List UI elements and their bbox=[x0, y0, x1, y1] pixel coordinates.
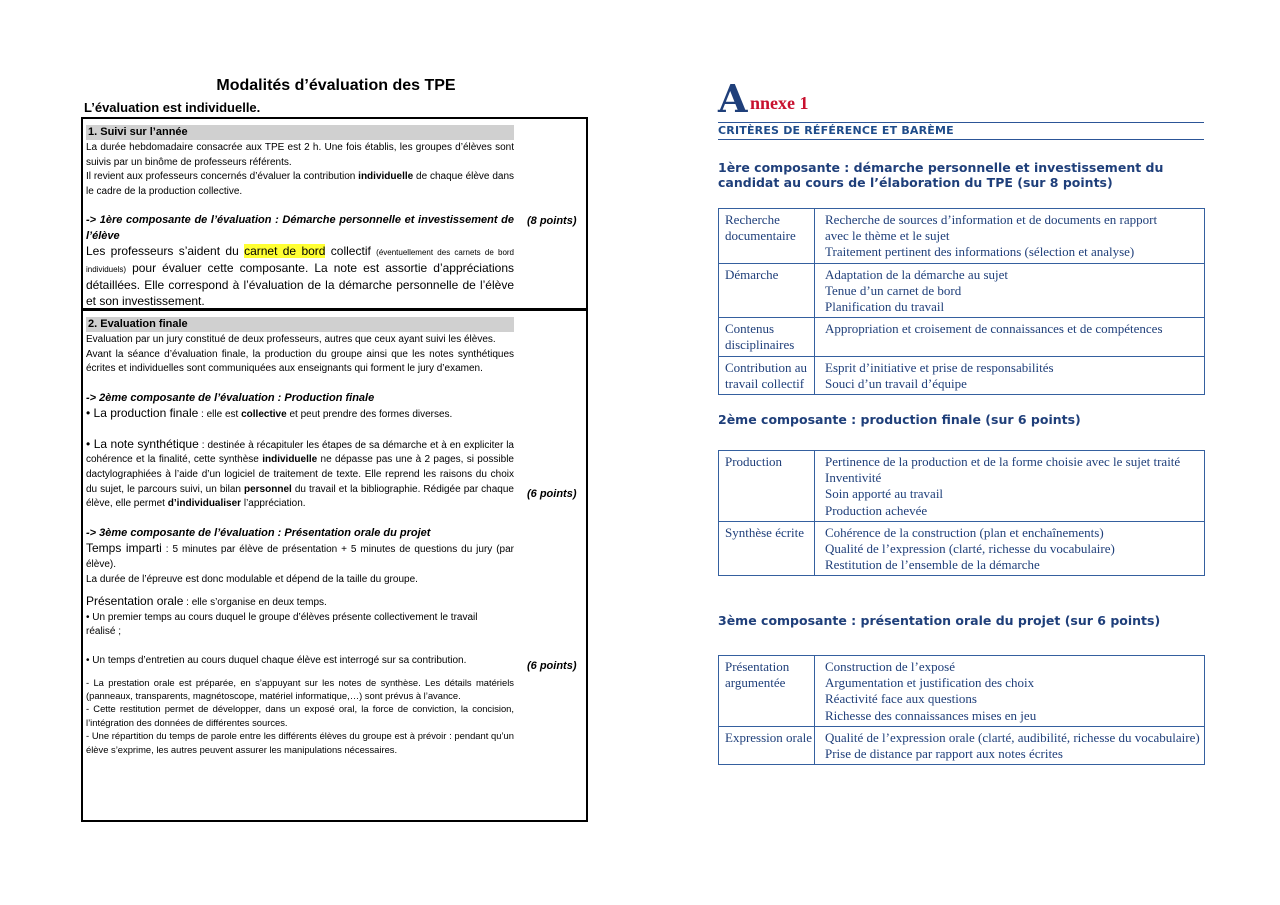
paragraph: Les professeurs s’aident du carnet de bord collectif (éventuellement des carnets de bord individuels) pour évaluer cette composante. La note est assortie d’appréciations détaillées. Elle correspond à l’évaluation de la démarche personnelle de l’élève et son investissement. bbox=[86, 244, 515, 308]
criteria-item: Souci d’un travail d’équipe bbox=[825, 375, 967, 391]
paragraph: Présentation orale : elle s’organise en deux temps. bbox=[86, 594, 327, 609]
criteria-category: Production bbox=[719, 451, 815, 521]
component-2-title: 2ème composante : production finale (sur 6 points) bbox=[718, 412, 1081, 427]
criteria-items bbox=[815, 357, 1204, 394]
criteria-item: Argumentation et justification des choix bbox=[825, 675, 1035, 691]
criteria-row bbox=[719, 451, 1204, 521]
criteria-item: Prise de distance par rapport aux notes écrites bbox=[825, 746, 1063, 762]
criteria-item: Qualité de l’expression (clarté, richesse du vocabulaire) bbox=[825, 541, 1115, 557]
paragraph: • La production finale : elle est collective et peut prendre des formes diverses. bbox=[86, 406, 453, 421]
section-suivi-annee bbox=[81, 117, 588, 310]
paragraph: La durée hebdomadaire consacrée aux TPE est 2 h. Une fois établis, les groupes d’élèves sont suivis par un binôme de professeurs référents. bbox=[86, 142, 514, 168]
criteria-row bbox=[719, 317, 1204, 355]
paragraph: Temps imparti : 5 minutes par élève de présentation + 5 minutes de questions du jury (par élève). bbox=[86, 541, 515, 570]
criteria-row bbox=[719, 521, 1204, 576]
criteria-item: Restitution de l’ensemble de la démarche bbox=[825, 557, 1040, 573]
criteria-table-1 bbox=[718, 208, 1205, 395]
criteria-category: Recherche documentaire bbox=[719, 209, 815, 263]
left-document-subtitle: L’évaluation est individuelle. bbox=[84, 100, 261, 115]
criteria-item: Pertinence de la production et de la forme choisie avec le sujet traité bbox=[825, 454, 1181, 469]
criteria-items bbox=[815, 522, 1204, 576]
criteria-items bbox=[815, 209, 1204, 263]
criteria-item: Cohérence de la construction (plan et enchaînements) bbox=[825, 524, 1104, 540]
criteria-items bbox=[815, 451, 1204, 521]
criteria-item: Réactivité face aux questions bbox=[825, 691, 977, 707]
criteria-row bbox=[719, 656, 1204, 726]
criteria-category: Démarche bbox=[719, 264, 815, 318]
criteria-heading: CRITÈRES DE RÉFÉRENCE ET BARÈME bbox=[718, 124, 954, 137]
paragraph: Avant la séance d’évaluation finale, la production du groupe ainsi que les notes synthétiques écrites et individuelles sont communiquées aux enseignants qui forment le jury d’examen. bbox=[86, 348, 514, 375]
criteria-item: Production achevée bbox=[825, 502, 928, 518]
paragraph: • Un temps d’entretien au cours duquel chaque élève est interrogé sur sa contribution. bbox=[86, 654, 467, 666]
section-heading: 2. Evaluation finale bbox=[86, 317, 514, 332]
component-heading: -> 3ème composante de l’évaluation : Présentation orale du projet bbox=[86, 526, 431, 539]
criteria-item: Recherche de sources d’information et de documents en rapport bbox=[825, 212, 1158, 227]
criteria-items bbox=[815, 727, 1204, 764]
component-heading: -> 2ème composante de l’évaluation : Production finale bbox=[86, 391, 375, 404]
points-label: (6 points) bbox=[527, 488, 577, 500]
paragraph: • Un premier temps au cours duquel le groupe d’élèves présente collectivement le travail réalisé ; bbox=[86, 611, 478, 638]
criteria-item: Planification du travail bbox=[825, 299, 945, 315]
criteria-row bbox=[719, 209, 1204, 263]
criteria-row bbox=[719, 726, 1204, 764]
criteria-item: Esprit d’initiative et prise de responsabilités bbox=[825, 359, 1054, 375]
annex-letter: A bbox=[718, 76, 748, 121]
paragraph: Il revient aux professeurs concernés d’évaluer la contribution individuelle de chaque élève dans le cadre de la production collective. bbox=[86, 171, 514, 197]
criteria-item: Adaptation de la démarche au sujet bbox=[825, 266, 1009, 282]
annex-title-text: nnexe 1 bbox=[750, 93, 809, 113]
criteria-items bbox=[815, 264, 1204, 318]
component-1-title: 1ère composante : démarche personnelle et investissement du candidat au cours de l’élaboration du TPE (sur 8 points) bbox=[718, 160, 1164, 190]
criteria-item: avec le thème et le sujet bbox=[825, 228, 950, 244]
paragraph: La durée de l’épreuve est donc modulable et dépend de la taille du groupe. bbox=[86, 573, 418, 585]
paragraph: • La note synthétique : destinée à récapituler les étapes de sa démarche et à en expliciter la cohérence et la finalité, cette synthèse individuelle ne dépasse pas une à 2 pages, si possible dactylographiées à l’aide d’un logiciel de traitement de texte. Elle reprend les raisons du choix du sujet, le parcours suivi, un bilan personnel du travail et la bibliographie. Rédigée par chaque élève, elle permet d’individualiser l’appréciation. bbox=[86, 436, 514, 510]
criteria-table-2 bbox=[718, 450, 1205, 576]
criteria-category: Synthèse écrite bbox=[719, 522, 815, 576]
criteria-item: Qualité de l’expression orale (clarté, audibilité, richesse du vocabulaire) bbox=[825, 729, 1200, 745]
criteria-category: Présentation argumentée bbox=[719, 656, 815, 726]
paragraph: - Une répartition du temps de parole entre les différents élèves du groupe est à prévoir : pendant qu’un élève s’exprime, les autres peuvent assurer les manipulations nécessaires. bbox=[86, 730, 514, 755]
points-label: (8 points) bbox=[527, 215, 577, 227]
criteria-item: Richesse des connaissances mises en jeu bbox=[825, 707, 1037, 723]
criteria-category: Contenus disciplinaires bbox=[719, 318, 815, 355]
paragraph: Evaluation par un jury constitué de deux professeurs, autres que ceux ayant suivi les élèves. bbox=[86, 334, 496, 345]
criteria-row bbox=[719, 263, 1204, 318]
criteria-row bbox=[719, 356, 1204, 394]
criteria-item: Traitement pertinent des informations (sélection et analyse) bbox=[825, 244, 1135, 260]
paragraph: - Cette restitution permet de développer, dans un exposé oral, la force de conviction, la concision, l’intégration des données de différentes sources. bbox=[86, 703, 514, 728]
component-3-title: 3ème composante : présentation orale du projet (sur 6 points) bbox=[718, 613, 1161, 628]
divider bbox=[718, 139, 1204, 140]
criteria-items bbox=[815, 656, 1204, 726]
criteria-item: Soin apporté au travail bbox=[825, 486, 944, 502]
left-document-title: Modalités d’évaluation des TPE bbox=[216, 77, 456, 94]
criteria-category: Expression orale bbox=[719, 727, 815, 764]
component-heading: -> 1ère composante de l’évaluation : Démarche personnelle et investissement de l’élève bbox=[86, 214, 514, 242]
criteria-item: Tenue d’un carnet de bord bbox=[825, 282, 962, 298]
criteria-item: Inventivité bbox=[825, 470, 882, 486]
paragraph: - La prestation orale est préparée, en s’appuyant sur les notes de synthèse. Les détails matériels (panneaux, transparents, magnétoscope, matériel informatique,…) sont prévus à l’avance. bbox=[86, 676, 514, 701]
criteria-item: Construction de l’exposé bbox=[825, 659, 955, 674]
points-label: (6 points) bbox=[527, 660, 577, 672]
criteria-table-3 bbox=[718, 655, 1205, 765]
criteria-category: Contribution au travail collectif bbox=[719, 357, 815, 394]
criteria-items bbox=[815, 318, 1204, 355]
criteria-item: Appropriation et croisement de connaissances et de compétences bbox=[825, 321, 1163, 337]
section-heading: 1. Suivi sur l’année bbox=[86, 125, 514, 140]
highlighted-text: carnet de bord bbox=[244, 244, 326, 259]
divider bbox=[718, 122, 1204, 123]
section-evaluation-finale bbox=[81, 309, 588, 822]
